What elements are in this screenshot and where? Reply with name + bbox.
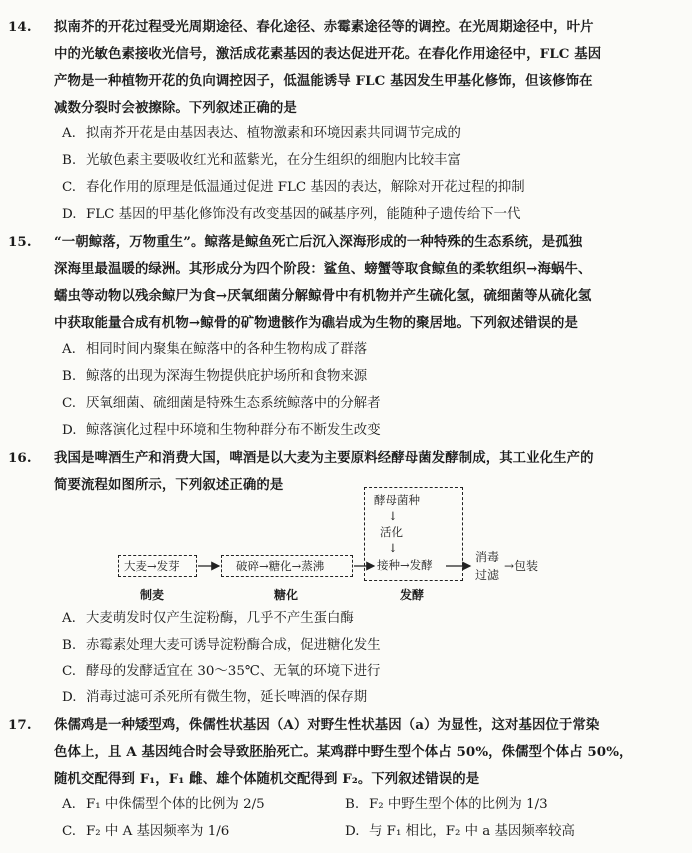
option-a: A. 拟南芥开花是由基因表达、植物激素和环境因素共同调节完成的 (62, 126, 461, 141)
down-arrow: ↓ (388, 509, 398, 523)
malting-label: 制麦 (140, 588, 165, 602)
option-c: C. 酵母的发酵适宜在 30～35℃、无氧的环境下进行 (62, 664, 381, 679)
question-stem-line: 拟南芥的开花过程受光周期途径、春化途径、赤霉素途径等的调控。在光周期途径中，叶片 (54, 19, 594, 35)
question-stem-line: 减数分裂时会被擦除。下列叙述正确的是 (54, 100, 297, 116)
option-b: B. 光敏色素主要吸收红光和蓝紫光，在分生组织的细胞内比较丰富 (62, 153, 461, 168)
option-b: B. F₂ 中野生型个体的比例为 1/3 (345, 797, 548, 812)
question-stem-line: 色体上，且 A 基因纯合时会导致胚胎死亡。某鸡群中野生型个体占 50%，侏儒型个体占 50%， (54, 744, 633, 760)
option-c: C. F₂ 中 A 基因频率为 1/6 (62, 824, 230, 839)
inoculation-fermentation-text: 接种→发酵 (377, 558, 433, 572)
fermentation-label: 发酵 (400, 588, 425, 602)
option-b: B. 鲸落的出现为深海生物提供庇护场所和食物来源 (62, 369, 368, 384)
question-stem-line: 随机交配得到 F₁，F₁ 雌、雄个体随机交配得到 F₂。下列叙述错误的是 (54, 771, 480, 787)
question-stem-line: 中获取能量合成有机物→鲸骨的矿物遗骸作为礁岩成为生物的聚居地。下列叙述错误的是 (54, 315, 578, 331)
saccharification-label: 糖化 (274, 588, 299, 602)
question-stem-line: 简要流程如图所示，下列叙述正确的是 (54, 477, 284, 493)
option-b: B. 赤霉素处理大麦可诱导淀粉酶合成，促进糖化发生 (62, 638, 381, 653)
option-d: D. 鲸落演化过程中环境和生物种群分布不断发生改变 (62, 423, 381, 438)
malting-box-text: 大麦→发芽 (124, 559, 180, 573)
option-a: A. 相同时间内聚集在鲸落中的各种生物构成了群落 (62, 342, 368, 357)
question-stem-line: 中的光敏色素接收光信号，激活成花素基因的表达促进开花。在春化作用途径中，FLC 基因 (54, 46, 602, 62)
option-d: D. FLC 基因的甲基化修饰没有改变基因的碱基序列，能随种子遗传给下一代 (62, 207, 521, 222)
filter-text: 过滤 (475, 568, 500, 582)
packaging-text: →包装 (504, 559, 539, 573)
question-stem-line: 侏儒鸡是一种矮型鸡，侏儒性状基因（A）对野生性状基因（a）为显性，这对基因位于常染 (54, 717, 600, 733)
question-stem-line: 产物是一种植物开花的负向调控因子，低温能诱导 FLC 基因发生甲基化修饰，但该修饰在 (54, 73, 593, 89)
option-a: A. 大麦萌发时仅产生淀粉酶，几乎不产生蛋白酶 (62, 611, 354, 626)
question-stem-line: 我国是啤酒生产和消费大国，啤酒是以大麦为主要原料经酵母菌发酵制成，其工业化生产的 (54, 450, 594, 466)
question-number: 16. (8, 450, 32, 466)
down-arrow: ↓ (388, 541, 398, 555)
sterilize-text: 消毒 (475, 550, 500, 564)
option-a: A. F₁ 中侏儒型个体的比例为 2/5 (62, 797, 265, 812)
option-d: D. 与 F₁ 相比，F₂ 中 a 基因频率较高 (345, 824, 575, 839)
activation-text: 活化 (380, 525, 403, 539)
question-stem-line: “一朝鲸落，万物重生”。鲸落是鲸鱼死亡后沉入深海形成的一种特殊的生态系统，是孤独 (54, 234, 583, 250)
question-number: 15. (8, 234, 32, 250)
option-c: C. 春化作用的原理是低温通过促进 FLC 基因的表达，解除对开花过程的抑制 (62, 180, 525, 195)
option-d: D. 消毒过滤可杀死所有微生物，延长啤酒的保存期 (62, 690, 368, 705)
saccharification-box-text: 破碎→糖化→蒸沸 (236, 559, 325, 573)
yeast-strain-text: 酵母菌种 (374, 493, 420, 507)
question-stem-line: 蠕虫等动物以残余鲸尸为食→厌氧细菌分解鲸骨中有机物并产生硫化氢，硫细菌等从硫化氢 (54, 288, 592, 304)
question-number: 14. (8, 19, 32, 35)
option-c: C. 厌氧细菌、硫细菌是特殊生态系统鲸落中的分解者 (62, 396, 381, 411)
question-stem-line: 深海里最温暖的绿洲。其形成分为四个阶段：鲨鱼、螃蟹等取食鲸鱼的柔软组织→海蜗牛、 (54, 261, 592, 277)
question-number: 17. (8, 717, 32, 733)
